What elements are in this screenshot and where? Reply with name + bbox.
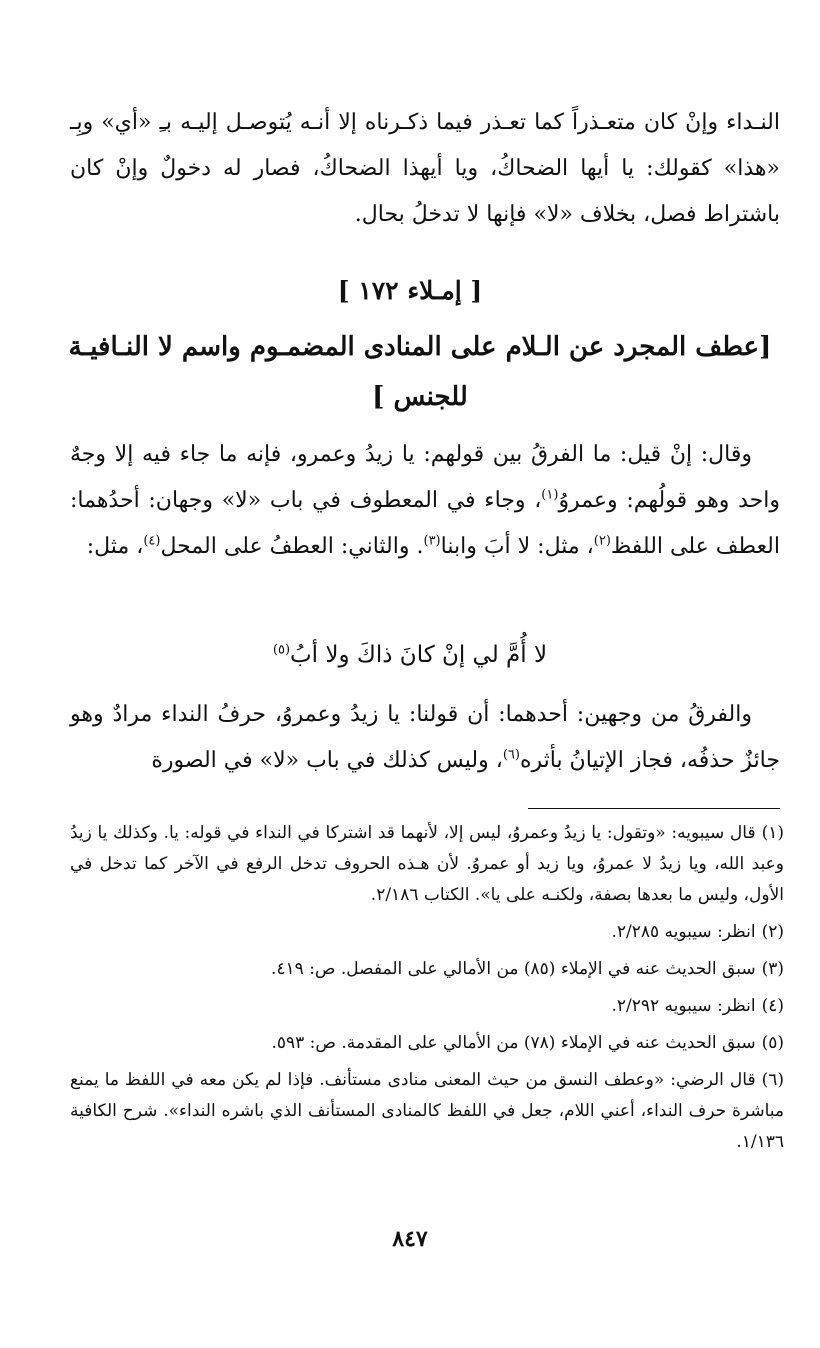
footnote-text: قال سيبويه: «وتقول: يا زيدُ وعمروُ، ليس إلا، لأنهما قد اشتركا في النداء في قوله: يا. وكذلك يا زيدُ وعبد الله، ويا زيدُ لا عمروُ، ويا زيد أو عمروُ. لأن هـذه الحروف تدخل الرفع في الآخر كما تدخل في الأول، وليس ما بعدها بصفة، ولكنـه على يا». الكتاب ٢/١٨٦.	[70, 823, 784, 905]
paragraph-1	[70, 432, 780, 570]
footnote-text: قال الرضي: «وعطف النسق من حيث المعنى منادى مستأنف. فإذا لم يكن معه في اللفظ ما يمنع مباشرة حرف النداء، أعني اللام، جعل في اللفظ كالمنادى المستأنف الذي باشره النداء». شرح الكافية ١/١٣٦.	[70, 1070, 784, 1152]
footnote-ref-5[interactable]: (٥)	[272, 642, 291, 658]
paragraph-1-part-2: ، وجاء في المعطوف في باب «لا» وجهان: أحدُهما: العطف على اللفظ	[70, 488, 780, 559]
footnote-text: سبق الحديث عنه في الإملاء (٧٨) من الأمالي على المقدمة. ص: ٥٩٣.	[271, 1033, 756, 1053]
footnote-number: (٢)	[761, 922, 784, 942]
footnote-text: سبق الحديث عنه في الإملاء (٨٥) من الأمالي على المفصل. ص: ٤١٩.	[270, 959, 756, 979]
verse-text: لا أُمَّ لي إنْ كانَ ذاكَ ولا أبُ	[290, 642, 548, 668]
paragraph-1-part-4: . والثاني: العطفُ على المحل	[160, 534, 424, 559]
footnote-number: (٤)	[761, 996, 784, 1016]
footnote-2	[70, 917, 784, 948]
paragraph-1-part-5: ، مثل:	[86, 534, 144, 559]
paragraph-1-part-3: ، مثل: لا أبَ وابنا	[440, 534, 594, 559]
footnote-ref-4[interactable]: (٤)	[143, 533, 161, 549]
footnote-text: انظر: سيبويه ٢/٢٨٥.	[611, 922, 756, 942]
footnote-5	[70, 1028, 784, 1059]
footnote-number: (٦)	[761, 1070, 784, 1090]
footnote-ref-2[interactable]: (٢)	[593, 533, 611, 549]
footnote-number: (١)	[761, 823, 784, 843]
footnote-1	[70, 818, 784, 911]
page-number: ٨٤٧	[392, 1226, 428, 1252]
footnote-divider	[528, 808, 780, 809]
footnotes-list	[70, 818, 784, 1164]
paragraph-2-part-1: والفرقُ من وجهين: أحدهما: أن قولنا: يا زيدُ وعمروُ، حرفُ النداء مرادٌ وهو جائزٌ حذفُه، فجاز الإتيانُ بأثره	[70, 702, 780, 773]
footnote-ref-1[interactable]: (١)	[541, 487, 559, 503]
footnote-ref-3[interactable]: (٣)	[423, 533, 441, 549]
footnote-number: (٥)	[761, 1033, 784, 1053]
section-title: [عطف المجرد عن الـلام على المنادى المضمـوم واسم لا النـافيـة للجنس ]	[68, 332, 772, 412]
intro-paragraph: النـداء وإنْ كان متعـذراً كما تعـذر فيما ذكـرناه إلا أنـه يُتوصـل إليـه بـِ «أي» وبِـ «هذا» كقولك: يا أيها الضحاكُ، ويا أيهذا الضحاكُ، فصار له دخولٌ وإنْ كان باشتراط فصل، بخلاف «لا» فإنها لا تدخلُ بحال.	[70, 110, 780, 227]
footnote-3	[70, 954, 784, 985]
footnote-6	[70, 1065, 784, 1158]
footnote-text: انظر: سيبويه ٢/٢٩٢.	[611, 996, 756, 1016]
paragraph-2-part-2: ، وليس كذلك في باب «لا» في الصورة	[151, 748, 503, 773]
paragraph-2	[70, 692, 780, 784]
imla-heading: [ إمـلاء ١٧٢ ]	[337, 276, 483, 305]
poetry-verse	[0, 632, 820, 678]
paragraph-1-part-1: وقال: إنْ قيل: ما الفرقُ بين قولهم: يا زيدُ وعمرو، فإنه ما جاء فيه إلا وجهٌ واحد وهو قولُهم: وعمروُ	[70, 442, 780, 513]
footnote-ref-6[interactable]: (٦)	[502, 747, 520, 763]
footnote-4	[70, 991, 784, 1022]
footnote-number: (٣)	[761, 959, 784, 979]
